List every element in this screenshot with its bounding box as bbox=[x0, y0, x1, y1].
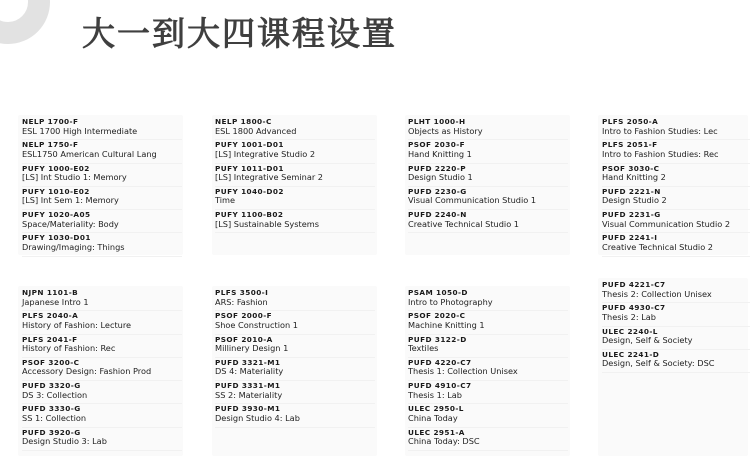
course-name: Thesis 1: Lab bbox=[408, 389, 462, 400]
course-code: PUFY 1030-D01 bbox=[22, 233, 91, 243]
course-name: Visual Communication Studio 2 bbox=[602, 218, 731, 229]
course-code: PSOF 3030-C bbox=[602, 163, 660, 173]
course-code: ULEC 2950-L bbox=[408, 404, 464, 414]
course-name: Hand Knitting 2 bbox=[602, 172, 666, 183]
course-entry bbox=[408, 288, 568, 311]
course-code: NELP 1800-C bbox=[215, 117, 272, 126]
course-code: PUFD 3321-M1 bbox=[215, 357, 281, 367]
course-code: ULEC 2241-D bbox=[602, 349, 660, 359]
course-entry bbox=[602, 327, 750, 350]
course-entry bbox=[215, 140, 375, 163]
course-code: PUFD 4221-C7 bbox=[602, 280, 666, 289]
course-entry bbox=[408, 428, 568, 451]
course-entry bbox=[602, 350, 750, 373]
course-entry bbox=[602, 164, 750, 187]
course-code: PLFS 2050-A bbox=[602, 117, 659, 126]
course-code: PSOF 2000-F bbox=[215, 311, 273, 321]
course-entry bbox=[22, 381, 182, 404]
course-entry bbox=[22, 311, 182, 334]
course-code: PSOF 3200-C bbox=[22, 357, 80, 367]
course-entry bbox=[602, 187, 750, 210]
course-code: PUFD 2241-I bbox=[602, 233, 658, 243]
corner-decoration bbox=[0, 0, 50, 44]
course-entry bbox=[215, 311, 375, 334]
course-name: SS 2: Materiality bbox=[215, 389, 283, 400]
course-name: SS 1: Collection bbox=[22, 412, 87, 423]
course-name: Space/Materiality: Body bbox=[22, 218, 119, 229]
course-entry bbox=[22, 164, 182, 187]
course-name: Objects as History bbox=[408, 125, 483, 136]
course-column-year1-spring bbox=[215, 117, 375, 233]
course-column-year3-fall bbox=[22, 288, 182, 451]
course-code: ULEC 2951-A bbox=[408, 427, 465, 437]
course-name: ESL 1700 High Intermediate bbox=[22, 125, 138, 136]
course-name: Intro to Photography bbox=[408, 296, 493, 307]
course-entry bbox=[215, 210, 375, 233]
course-code: PUFD 2230-G bbox=[408, 186, 467, 196]
course-name: Accessory Design: Fashion Prod bbox=[22, 366, 152, 377]
course-name: [LS] Sustainable Systems bbox=[215, 218, 320, 229]
course-name: Design Studio 4: Lab bbox=[215, 412, 300, 423]
course-code: PSOF 2030-F bbox=[408, 140, 466, 150]
course-code: PUFD 2240-N bbox=[408, 210, 467, 220]
course-name: DS 4: Materiality bbox=[215, 366, 284, 377]
course-entry bbox=[602, 233, 750, 256]
course-entry bbox=[22, 140, 182, 163]
course-code: NELP 1700-F bbox=[22, 117, 79, 126]
course-entry bbox=[408, 117, 568, 140]
course-entry bbox=[408, 187, 568, 210]
course-entry bbox=[22, 117, 182, 140]
course-code: PSAM 1050-D bbox=[408, 288, 468, 297]
course-name: Textiles bbox=[408, 343, 439, 354]
course-name: Intro to Fashion Studies: Lec bbox=[602, 125, 718, 136]
course-entry bbox=[22, 210, 182, 233]
course-name: Drawing/Imaging: Things bbox=[22, 241, 125, 252]
course-entry bbox=[22, 358, 182, 381]
course-code: NJPN 1101-B bbox=[22, 288, 79, 297]
course-name: Japanese Intro 1 bbox=[22, 296, 89, 307]
course-code: PUFY 1020-A05 bbox=[22, 210, 91, 220]
course-column-year4-spring bbox=[602, 280, 750, 373]
course-name: ESL 1800 Advanced bbox=[215, 125, 297, 136]
course-name: History of Fashion: Rec bbox=[22, 343, 116, 354]
course-name: [LS] Int Studio 1: Memory bbox=[22, 172, 127, 183]
course-entry bbox=[215, 117, 375, 140]
course-code: PUFD 4220-C7 bbox=[408, 357, 472, 367]
course-entry bbox=[408, 381, 568, 404]
course-entry bbox=[408, 164, 568, 187]
course-code: PUFY 1040-D02 bbox=[215, 186, 284, 196]
course-code: PLFS 2051-F bbox=[602, 140, 658, 150]
course-code: PUFD 3320-G bbox=[22, 381, 81, 391]
course-code: PUFD 3930-M1 bbox=[215, 404, 281, 414]
course-entry bbox=[215, 288, 375, 311]
course-name: Creative Technical Studio 2 bbox=[602, 241, 714, 252]
course-code: PUFD 3122-D bbox=[408, 334, 467, 344]
course-entry bbox=[602, 303, 750, 326]
course-entry bbox=[408, 311, 568, 334]
course-code: PLHT 1000-H bbox=[408, 117, 466, 126]
course-code: PUFY 1001-D01 bbox=[215, 140, 284, 150]
course-code: PUFD 2231-G bbox=[602, 210, 661, 220]
course-name: Design, Self & Society: DSC bbox=[602, 358, 715, 369]
course-name: Design Studio 1 bbox=[408, 172, 473, 183]
course-column-year4-fall bbox=[408, 288, 568, 451]
page-title: 大一到大四课程设置 bbox=[82, 14, 397, 53]
course-entry bbox=[408, 358, 568, 381]
course-name: ESL1750 American Cultural Lang bbox=[22, 148, 157, 159]
course-name: Creative Technical Studio 1 bbox=[408, 218, 520, 229]
course-entry bbox=[22, 288, 182, 311]
course-code: PUFD 3331-M1 bbox=[215, 381, 281, 391]
course-entry bbox=[215, 381, 375, 404]
course-name: [LS] Integrative Seminar 2 bbox=[215, 172, 324, 183]
course-code: PSOF 2020-C bbox=[408, 311, 466, 321]
course-name: Design Studio 2 bbox=[602, 195, 667, 206]
course-name: History of Fashion: Lecture bbox=[22, 319, 132, 330]
course-entry bbox=[22, 428, 182, 451]
course-entry bbox=[602, 280, 750, 303]
course-code: PUFY 1000-E02 bbox=[22, 163, 90, 173]
course-name: Hand Knitting 1 bbox=[408, 148, 472, 159]
course-entry bbox=[215, 164, 375, 187]
course-name: ARS: Fashion bbox=[215, 296, 268, 307]
course-entry bbox=[215, 335, 375, 358]
course-entry bbox=[22, 187, 182, 210]
course-name: China Today bbox=[408, 412, 458, 423]
course-name: Machine Knitting 1 bbox=[408, 319, 485, 330]
course-name: Time bbox=[215, 195, 236, 206]
course-column-year2-fall bbox=[408, 117, 568, 233]
course-entry bbox=[408, 210, 568, 233]
course-name: Design Studio 3: Lab bbox=[22, 436, 107, 447]
course-entry bbox=[602, 210, 750, 233]
course-entry bbox=[602, 140, 750, 163]
course-code: PUFD 2220-P bbox=[408, 163, 466, 173]
course-name: DS 3: Collection bbox=[22, 389, 88, 400]
course-name: Intro to Fashion Studies: Rec bbox=[602, 148, 719, 159]
course-code: ULEC 2240-L bbox=[602, 326, 658, 336]
course-code: PSOF 2010-A bbox=[215, 334, 273, 344]
course-code: PUFD 4930-C7 bbox=[602, 303, 666, 313]
course-entry bbox=[215, 404, 375, 427]
course-code: PUFD 3330-G bbox=[22, 404, 81, 414]
course-code: NELP 1750-F bbox=[22, 140, 79, 150]
course-column-year1-fall bbox=[22, 117, 182, 257]
course-code: PLFS 3500-I bbox=[215, 288, 269, 297]
course-entry bbox=[408, 335, 568, 358]
course-name: Shoe Construction 1 bbox=[215, 319, 298, 330]
course-name: Design, Self & Society bbox=[602, 335, 693, 346]
course-name: China Today: DSC bbox=[408, 436, 480, 447]
course-entry bbox=[408, 140, 568, 163]
course-code: PUFY 1100-B02 bbox=[215, 210, 284, 220]
course-code: PUFD 3920-G bbox=[22, 427, 81, 437]
course-column-year2-spring bbox=[602, 117, 750, 257]
course-entry bbox=[215, 358, 375, 381]
course-name: Visual Communication Studio 1 bbox=[408, 195, 537, 206]
course-code: PLFS 2040-A bbox=[22, 311, 79, 321]
course-code: PUFD 2221-N bbox=[602, 186, 661, 196]
course-code: PUFY 1010-E02 bbox=[22, 186, 90, 196]
course-entry bbox=[22, 335, 182, 358]
course-name: [LS] Int Sem 1: Memory bbox=[22, 195, 119, 206]
course-entry bbox=[22, 233, 182, 256]
course-entry bbox=[215, 187, 375, 210]
course-name: [LS] Integrative Studio 2 bbox=[215, 148, 316, 159]
course-column-year3-spring bbox=[215, 288, 375, 428]
course-entry bbox=[22, 404, 182, 427]
course-entry bbox=[602, 117, 750, 140]
course-code: PUFD 4910-C7 bbox=[408, 381, 472, 391]
course-name: Thesis 2: Lab bbox=[602, 311, 656, 322]
course-name: Thesis 1: Collection Unisex bbox=[408, 366, 518, 377]
course-entry bbox=[408, 404, 568, 427]
course-code: PUFY 1011-D01 bbox=[215, 163, 284, 173]
course-name: Millinery Design 1 bbox=[215, 343, 289, 354]
course-code: PLFS 2041-F bbox=[22, 334, 78, 344]
course-name: Thesis 2: Collection Unisex bbox=[602, 288, 712, 299]
